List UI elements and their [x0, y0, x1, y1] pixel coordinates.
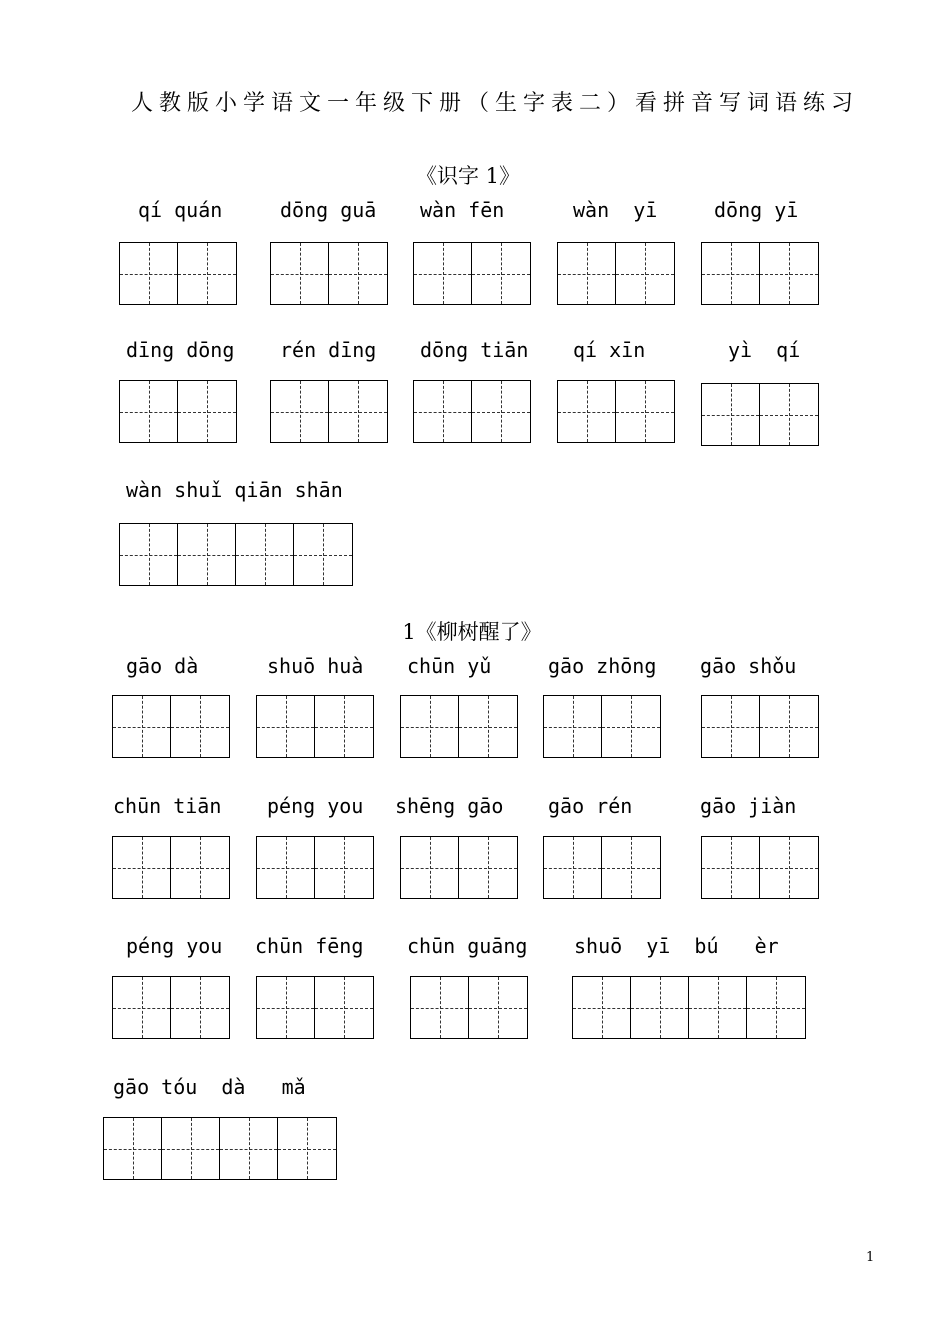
pinyin-label: dōng guā: [280, 198, 377, 222]
pinyin-label: dōng tiān: [420, 338, 529, 362]
pinyin-label: wàn yī: [573, 198, 658, 222]
writing-grid[interactable]: [119, 523, 353, 586]
writing-grid[interactable]: [701, 836, 819, 899]
pinyin-label: qí xīn: [573, 338, 646, 362]
pinyin-label: dōng yī: [714, 198, 799, 222]
writing-grid[interactable]: [103, 1117, 337, 1180]
pinyin-label: gāo zhōng: [548, 654, 657, 678]
writing-grid[interactable]: [119, 242, 237, 305]
pinyin-label: dīng dōng: [126, 338, 235, 362]
writing-grid[interactable]: [410, 976, 528, 1039]
pinyin-label: shuō huà: [267, 654, 364, 678]
pinyin-label: péng you: [267, 794, 364, 818]
writing-grid[interactable]: [256, 836, 374, 899]
pinyin-label: rén dīng: [280, 338, 377, 362]
pinyin-label: gāo tóu dà mǎ: [113, 1075, 306, 1099]
writing-grid[interactable]: [701, 383, 819, 446]
page-title: 人教版小学语文一年级下册（生字表二）看拼音写词语练习: [130, 91, 859, 116]
pinyin-label: péng you: [126, 934, 223, 958]
pinyin-label: shēng gāo: [395, 794, 504, 818]
pinyin-label: chūn fēng: [255, 934, 364, 958]
pinyin-label: gāo dà: [126, 654, 199, 678]
writing-grid[interactable]: [112, 695, 230, 758]
section-heading-liushu-xingle: 1《柳树醒了》: [402, 620, 542, 644]
writing-grid[interactable]: [400, 695, 518, 758]
writing-grid[interactable]: [119, 380, 237, 443]
pinyin-label: gāo rén: [548, 794, 633, 818]
writing-grid[interactable]: [543, 836, 661, 899]
pinyin-label: chūn yǔ: [407, 654, 492, 678]
pinyin-label: chūn tiān: [113, 794, 222, 818]
pinyin-label: wàn shuǐ qiān shān: [126, 478, 343, 502]
pinyin-label: wàn fēn: [420, 198, 505, 222]
writing-grid[interactable]: [413, 380, 531, 443]
writing-grid[interactable]: [112, 976, 230, 1039]
writing-grid[interactable]: [572, 976, 806, 1039]
pinyin-label: shuō yī bú èr: [574, 934, 779, 958]
writing-grid[interactable]: [543, 695, 661, 758]
pinyin-label: qí quán: [138, 198, 223, 222]
pinyin-label: gāo shǒu: [700, 654, 797, 678]
writing-grid[interactable]: [256, 695, 374, 758]
writing-grid[interactable]: [701, 695, 819, 758]
page-number: 1: [866, 1250, 875, 1265]
pinyin-label: yì qí: [728, 338, 801, 362]
writing-grid[interactable]: [557, 242, 675, 305]
writing-grid[interactable]: [413, 242, 531, 305]
section-heading-shizi-1: 《识字 1》: [415, 164, 521, 188]
writing-grid[interactable]: [270, 242, 388, 305]
writing-grid[interactable]: [400, 836, 518, 899]
writing-grid[interactable]: [256, 976, 374, 1039]
pinyin-label: chūn guāng: [407, 934, 528, 958]
writing-grid[interactable]: [112, 836, 230, 899]
writing-grid[interactable]: [701, 242, 819, 305]
writing-grid[interactable]: [270, 380, 388, 443]
writing-grid[interactable]: [557, 380, 675, 443]
pinyin-label: gāo jiàn: [700, 794, 797, 818]
